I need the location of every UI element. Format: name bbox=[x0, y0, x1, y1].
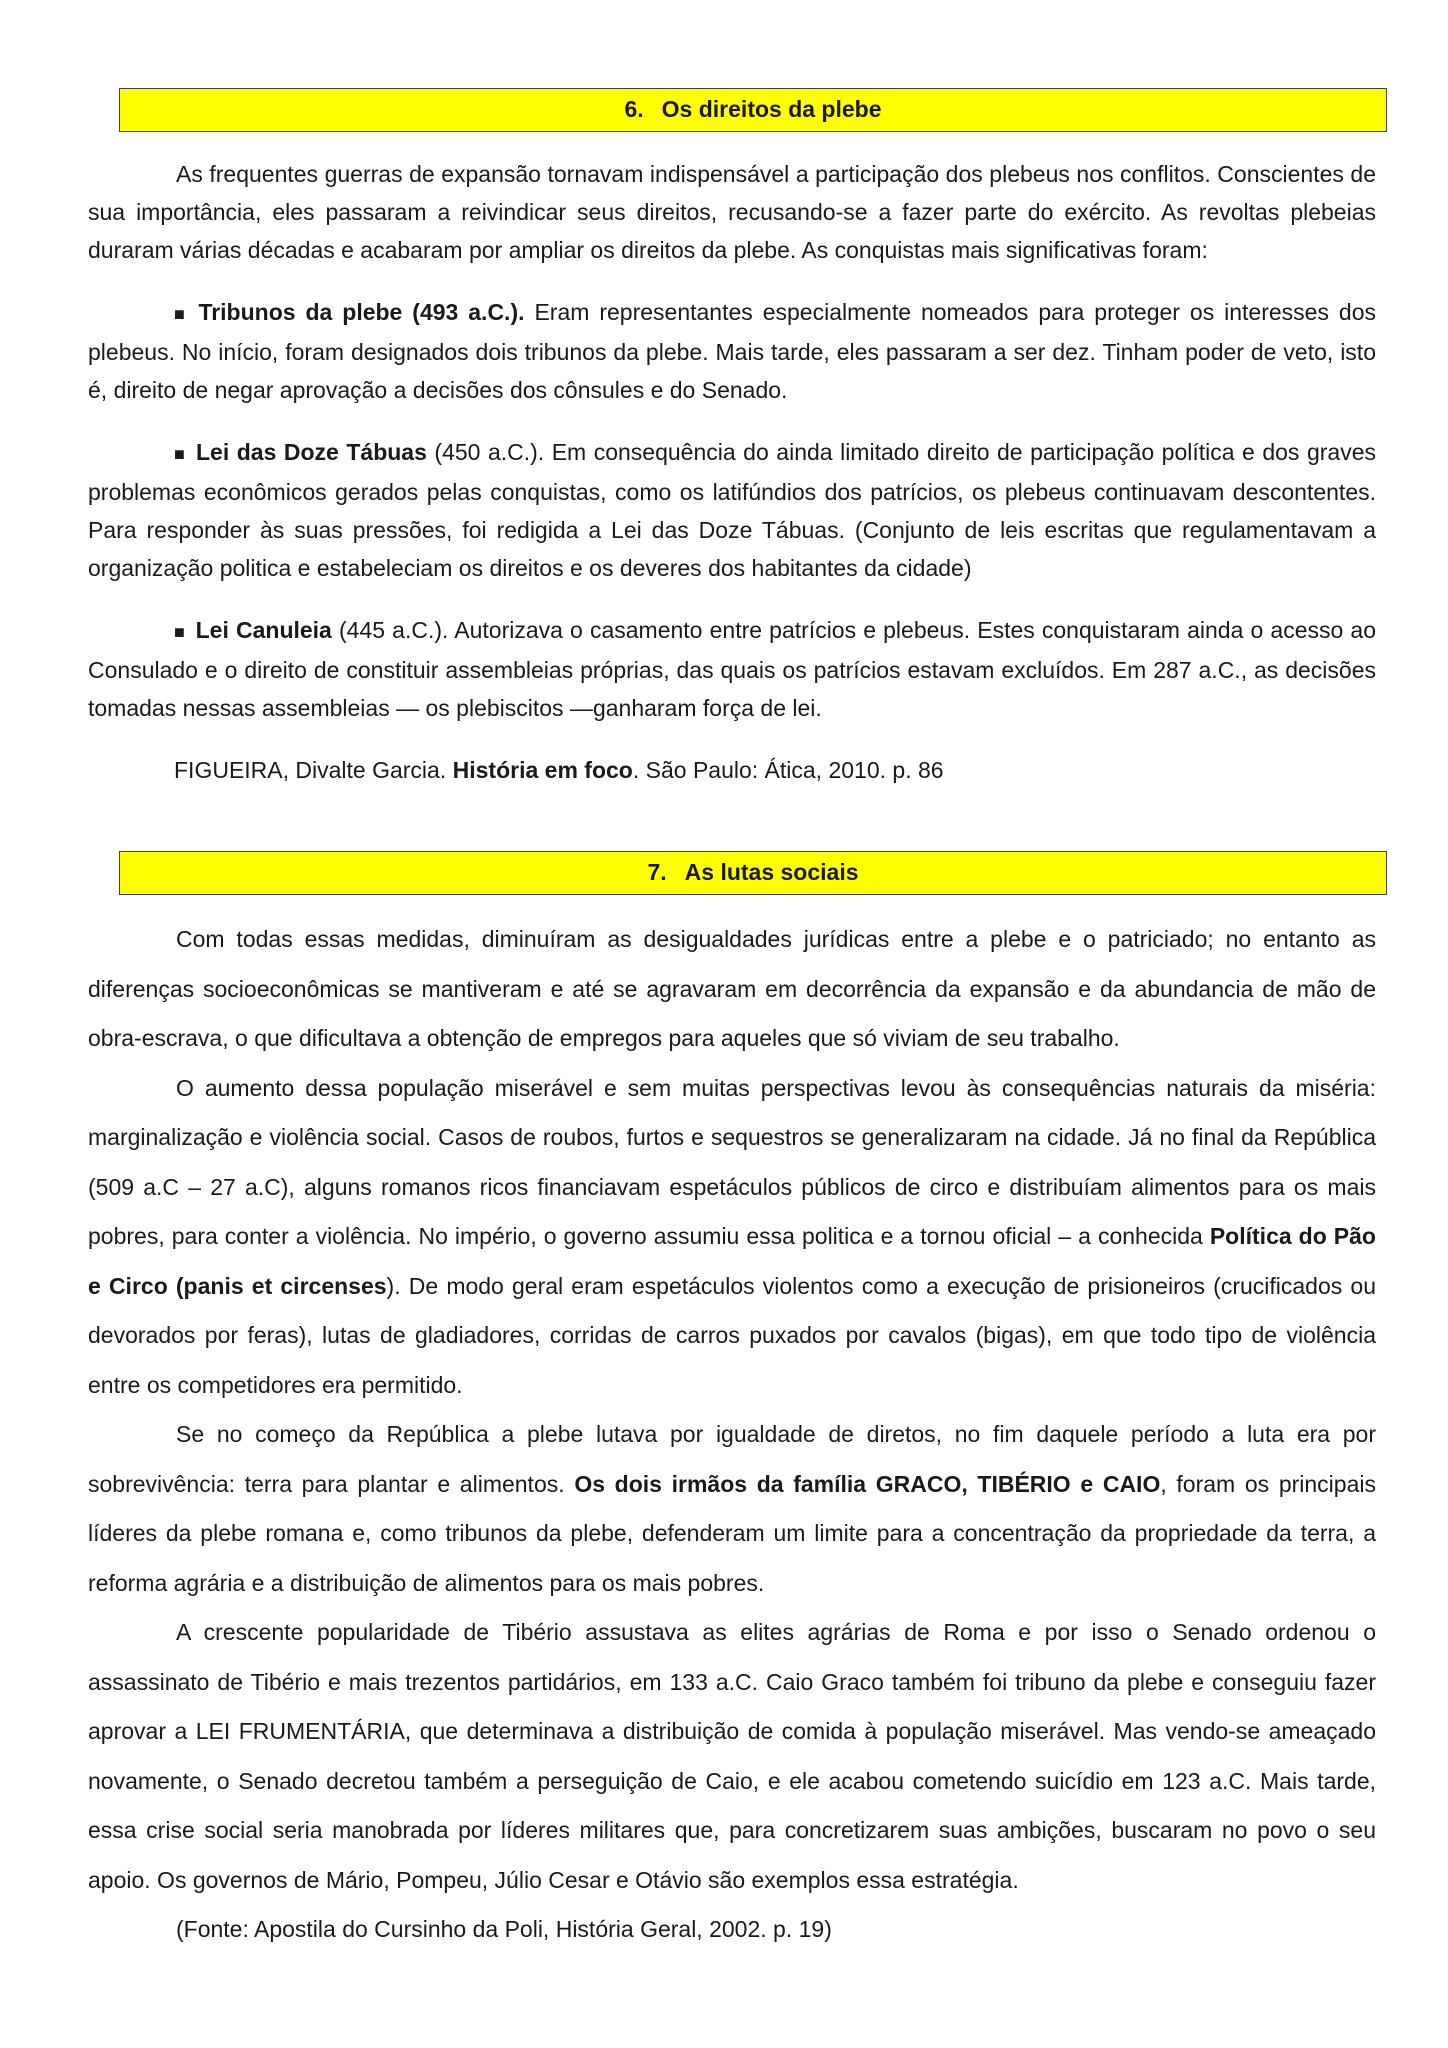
paragraph-text: , foram os principais líderes da plebe romana e, como tribunos da plebe, defenderam um limite para a concentração da propriedade da terra, a reforma agrária e a distribuição de alimentos para os mais pobres. bbox=[88, 1470, 1376, 1596]
source-text: . São Paulo: Ática, 2010. p. 86 bbox=[632, 757, 944, 783]
section-7-paragraph-1: Com todas essas medidas, diminuíram as desigualdades jurídicas entre a plebe e o patriciado; no entanto as diferenças socioeconômicas se mantiveram e até se agravaram em decorrência da expansão e da abundancia de mão de obra-escrava, o que dificultava a obtenção de empregos para aqueles que só viviam de seu trabalho. bbox=[88, 926, 1376, 1051]
bullet-icon: ■ bbox=[174, 622, 186, 642]
list-item-doze-tabuas bbox=[88, 433, 1376, 587]
list-item-lead: Lei Canuleia bbox=[195, 617, 332, 643]
section-6-title: Os direitos da plebe bbox=[661, 96, 882, 122]
section-6-heading bbox=[119, 88, 1387, 132]
section-7-title: As lutas sociais bbox=[684, 859, 859, 885]
source-text: FIGUEIRA, Divalte Garcia. bbox=[174, 757, 453, 783]
section-7-number: 7. bbox=[647, 859, 667, 885]
section-6-source bbox=[88, 751, 1376, 789]
section-7-paragraph-3 bbox=[88, 1410, 1376, 1608]
section-6-number: 6. bbox=[624, 96, 644, 122]
paragraph-bold: Política do Pão e Circo (panis et circenses bbox=[88, 1223, 1376, 1299]
list-item-text: (450 a.C.). Em consequência do ainda limitado direito de participação política e dos graves problemas econômicos gerados pelas conquistas, como os latifúndios dos patrícios, os plebeus continuavam descontentes. Para responder às suas pressões, foi redigida a Lei das Doze Tábuas. (Conjunto de leis escritas que regulamentavam a organização politica e estabeleciam os direitos e os deveres dos habitantes da cidade) bbox=[88, 439, 1376, 581]
list-item-tribunos bbox=[88, 293, 1376, 409]
list-item-lead: Tribunos da plebe (493 a.C.). bbox=[198, 299, 525, 325]
section-7-source: (Fonte: Apostila do Cursinho da Poli, História Geral, 2002. p. 19) bbox=[176, 1916, 832, 1942]
section-7-body bbox=[88, 915, 1376, 1955]
list-item-lead: Lei das Doze Tábuas bbox=[196, 439, 427, 465]
paragraph-text: ). De modo geral eram espetáculos violentos como a execução de prisioneiros (crucificados ou devorados por feras), lutas de gladiadores, corridas de carros puxados por cavalos (bigas), em que todo tipo de violência entre os competidores era permitido. bbox=[88, 1272, 1377, 1398]
section-7-paragraph-4: A crescente popularidade de Tibério assustava as elites agrárias de Roma e por isso o Senado ordenou o assassinato de Tibério e mais trezentos partidários, em 133 a.C. Caio Graco também foi tribuno da plebe e conseguiu fazer aprovar a LEI FRUMENTÁRIA, que determinava a distribuição de comida à população miserável. Mas vendo-se ameaçado novamente, o Senado decretou também a perseguição de Caio, e ele acabou cometendo suicídio em 123 a.C. Mais tarde, essa crise social seria manobrada por líderes militares que, para concretizarem suas ambições, buscaram no povo o seu apoio. Os governos de Mário, Pompeu, Júlio Cesar e Otávio são exemplos essa estratégia. bbox=[88, 1619, 1376, 1893]
bullet-icon: ■ bbox=[174, 444, 186, 464]
paragraph-text: Se no começo da República a plebe lutava por igualdade de diretos, no fim daquele período a luta era por sobrevivência: terra para plantar e alimentos. bbox=[88, 1421, 1376, 1497]
section-6-body bbox=[88, 155, 1376, 789]
paragraph-bold: Os dois irmãos da família GRACO, TIBÉRIO e CAIO bbox=[574, 1470, 1161, 1497]
list-item-canuleia bbox=[88, 611, 1376, 727]
section-7-heading bbox=[119, 851, 1387, 895]
list-item-text: Eram representantes especialmente nomeados para proteger os interesses dos plebeus. No início, foram designados dois tribunos da plebe. Mais tarde, eles passaram a ser dez. Tinham poder de veto, isto é, direito de negar aprovação a decisões dos cônsules e do Senado. bbox=[88, 299, 1376, 403]
section-6-intro: As frequentes guerras de expansão tornavam indispensável a participação dos plebeus nos conflitos. Conscientes de sua importância, eles passaram a reivindicar seus direitos, recusando-se a fazer parte do exército. As revoltas plebeias duraram várias décadas e acabaram por ampliar os direitos da plebe. As conquistas mais significativas foram: bbox=[88, 161, 1376, 263]
source-book-title: História em foco bbox=[452, 757, 633, 783]
bullet-icon: ■ bbox=[174, 304, 189, 324]
paragraph-text: O aumento dessa população miserável e sem muitas perspectivas levou às consequências naturais da miséria: marginalização e violência social. Casos de roubos, furtos e sequestros se generalizaram na cidade. Já no final da República (509 a.C – 27 a.C), alguns romanos ricos financiavam espetáculos públicos de circo e distribuíam alimentos para os mais pobres, para conter a violência. No império, o governo assumiu essa politica e a tornou oficial – a conhecida bbox=[88, 1074, 1376, 1249]
list-item-text: (445 a.C.). Autorizava o casamento entre patrícios e plebeus. Estes conquistaram ainda o acesso ao Consulado e o direito de constituir assembleias próprias, das quais os patrícios estavam excluídos. Em 287 a.C., as decisões tomadas nessas assembleias — os plebiscitos —ganharam força de lei. bbox=[88, 617, 1377, 721]
section-7-paragraph-2 bbox=[88, 1064, 1376, 1411]
